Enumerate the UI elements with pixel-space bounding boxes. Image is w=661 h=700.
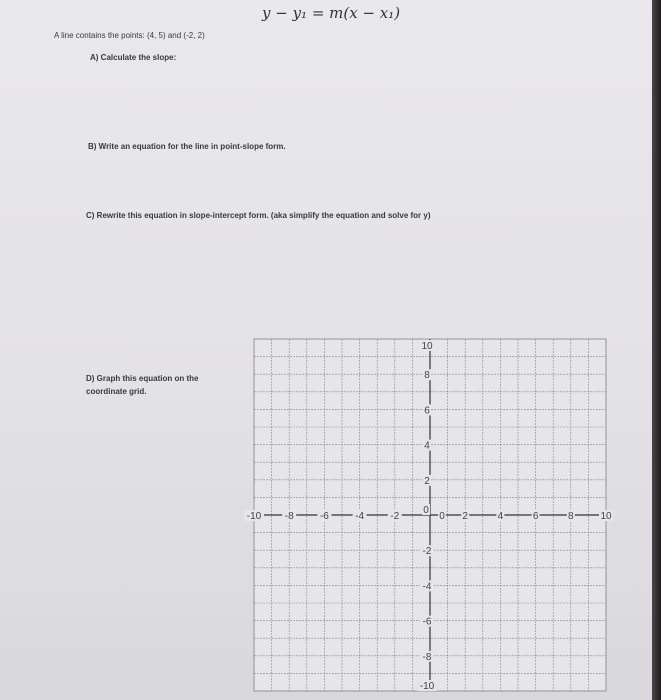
- x-tick-label: -10: [246, 511, 262, 522]
- table-edge: [652, 0, 661, 700]
- x-tick-label: 4: [497, 511, 504, 522]
- y-tick-label: -4: [422, 581, 432, 593]
- x-tick-label: -6: [319, 511, 329, 522]
- x-tick-label: -8: [284, 511, 294, 522]
- y-tick-label: 8: [424, 370, 430, 382]
- x-tick-label: -2: [390, 511, 400, 522]
- origin-label: 0: [423, 505, 429, 516]
- y-tick-label: 10: [421, 341, 433, 352]
- origin-label: 0: [439, 511, 445, 522]
- y-tick-label: 2: [424, 475, 430, 487]
- point-slope-formula: y − y₁ = m(x − x₁): [262, 4, 401, 22]
- question-a: A) Calculate the slope:: [90, 53, 177, 62]
- question-b: B) Write an equation for the line in point-slope form.: [88, 142, 286, 151]
- x-tick-label: 8: [568, 511, 574, 522]
- x-tick-label: -4: [355, 511, 365, 522]
- question-c: C) Rewrite this equation in slope-intercept form. (aka simplify the equation and solve for y): [86, 211, 431, 220]
- y-tick-label: 6: [424, 405, 430, 417]
- y-tick-label: -8: [422, 651, 432, 663]
- y-tick-label: 4: [424, 440, 430, 452]
- x-tick-label: 2: [462, 511, 468, 522]
- problem-statement: A line contains the points: (4, 5) and (-2, 2): [54, 31, 205, 40]
- y-tick-label: -10: [419, 681, 435, 692]
- question-d: D) Graph this equation on the coordinate grid.: [86, 374, 199, 396]
- x-tick-label: 6: [532, 511, 539, 522]
- x-tick-label: 10: [600, 511, 612, 522]
- coordinate-grid[interactable]: [246, 335, 612, 695]
- y-tick-label: -6: [422, 616, 432, 628]
- y-tick-label: -2: [422, 546, 432, 558]
